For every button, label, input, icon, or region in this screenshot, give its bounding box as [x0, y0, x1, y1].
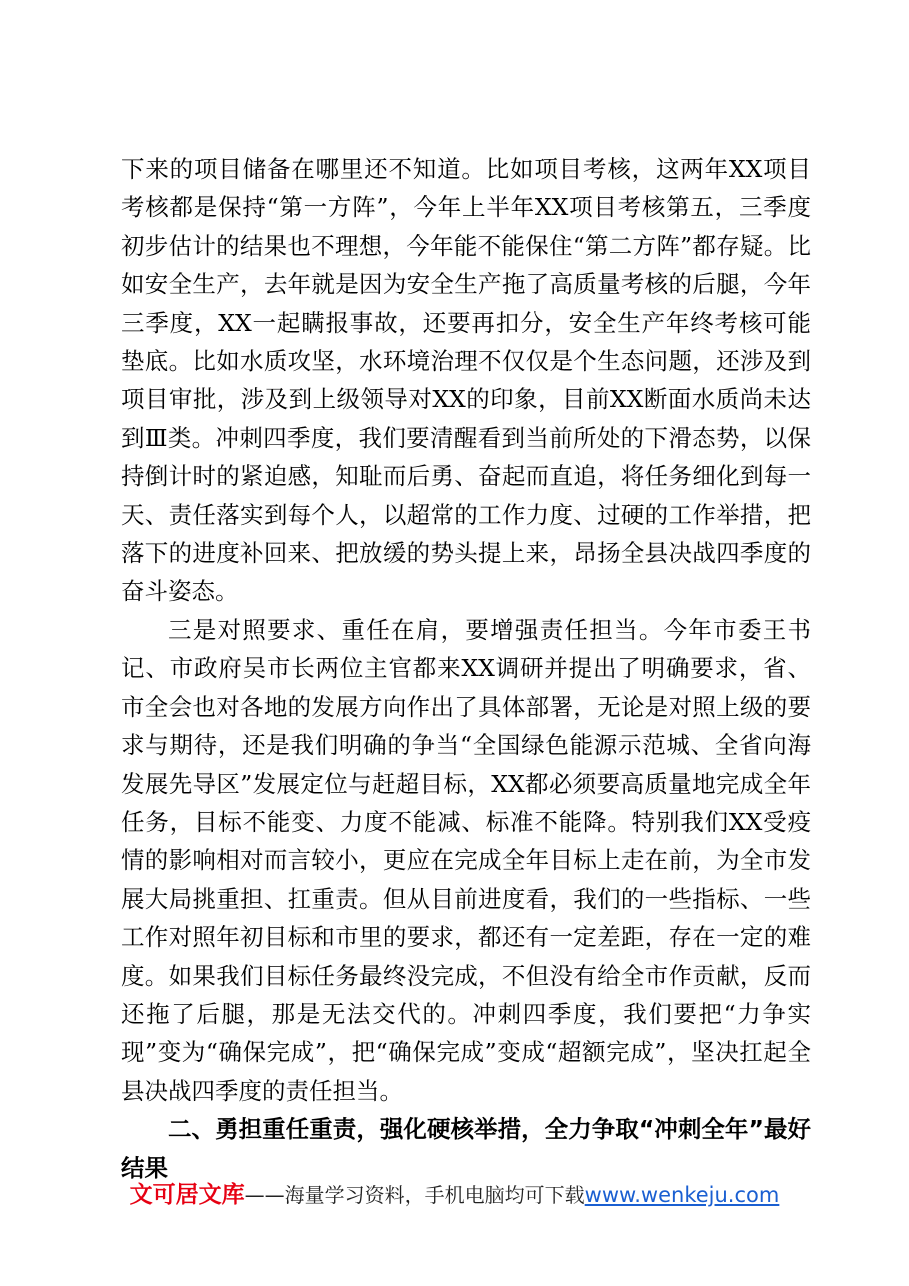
paragraph-three: 三是对照要求、重任在肩，要增强责任担当。今年市委王书记、市政府吴市长两位主官都来XX调研并提出了明确要求，省、市全会也对各地的发展方向作出了具体部署，无论是对照上级的要求与期待，还是我们明确的争当“全国绿色能源示范城、全省向海发展先导区”发展定位与赶超目标，XX都必须要高质量地完成全年任务，目标不能变、力度不能减、标准不能降。特别我们XX受疫情的影响相对而言较小，更应在完成全年目标上走在前，为全市发展大局挑重担、扛重责。但从目前进度看，我们的一些指标、一些工作对照年初目标和市里的要求，都还有一定差距，存在一定的难度。如果我们目标任务最终没完成，不但没有给全市作贡献，反而还拖了后腿，那是无法交代的。冲刺四季度，我们要把“力争实现”变为“确保完成”，把“确保完成”变成“超额完成”，坚决扛起全县决战四季度的责任担当。	[121, 615, 811, 1105]
footer-banner	[0, 1180, 909, 1210]
document-body	[121, 150, 811, 1187]
footer-link[interactable]: www.wenkeju.com	[584, 1183, 780, 1207]
footer-tagline: ——海量学习资料，手机电脑均可下载	[244, 1183, 585, 1207]
footer-brand: 文可居文库	[129, 1182, 245, 1208]
paragraph-continuation: 下来的项目储备在哪里还不知道。比如项目考核，这两年XX项目考核都是保持“第一方阵”，今年上半年XX项目考核第五，三季度初步估计的结果也不理想，今年能不能保住“第二方阵”都存疑。比如安全生产，去年就是因为安全生产拖了高质量考核的后腿，今年三季度，XX一起瞒报事故，还要再扣分，安全生产年终考核可能垫底。比如水质攻坚，水环境治理不仅仅是个生态问题，还涉及到项目审批，涉及到上级领导对XX的印象，目前XX断面水质尚未达到Ⅲ类。冲刺四季度，我们要清醒看到当前所处的下滑态势，以保持倒计时的紧迫感，知耻而后勇、奋起而直追，将任务细化到每一天、责任落实到每个人，以超常的工作力度、过硬的工作举措，把落下的进度补回来、把放缓的势头提上来，昂扬全县决战四季度的奋斗姿态。	[121, 155, 811, 606]
section-heading: 二、勇担重任重责，强化硬核举措，全力争取“冲刺全年”最好结果	[121, 1115, 811, 1182]
